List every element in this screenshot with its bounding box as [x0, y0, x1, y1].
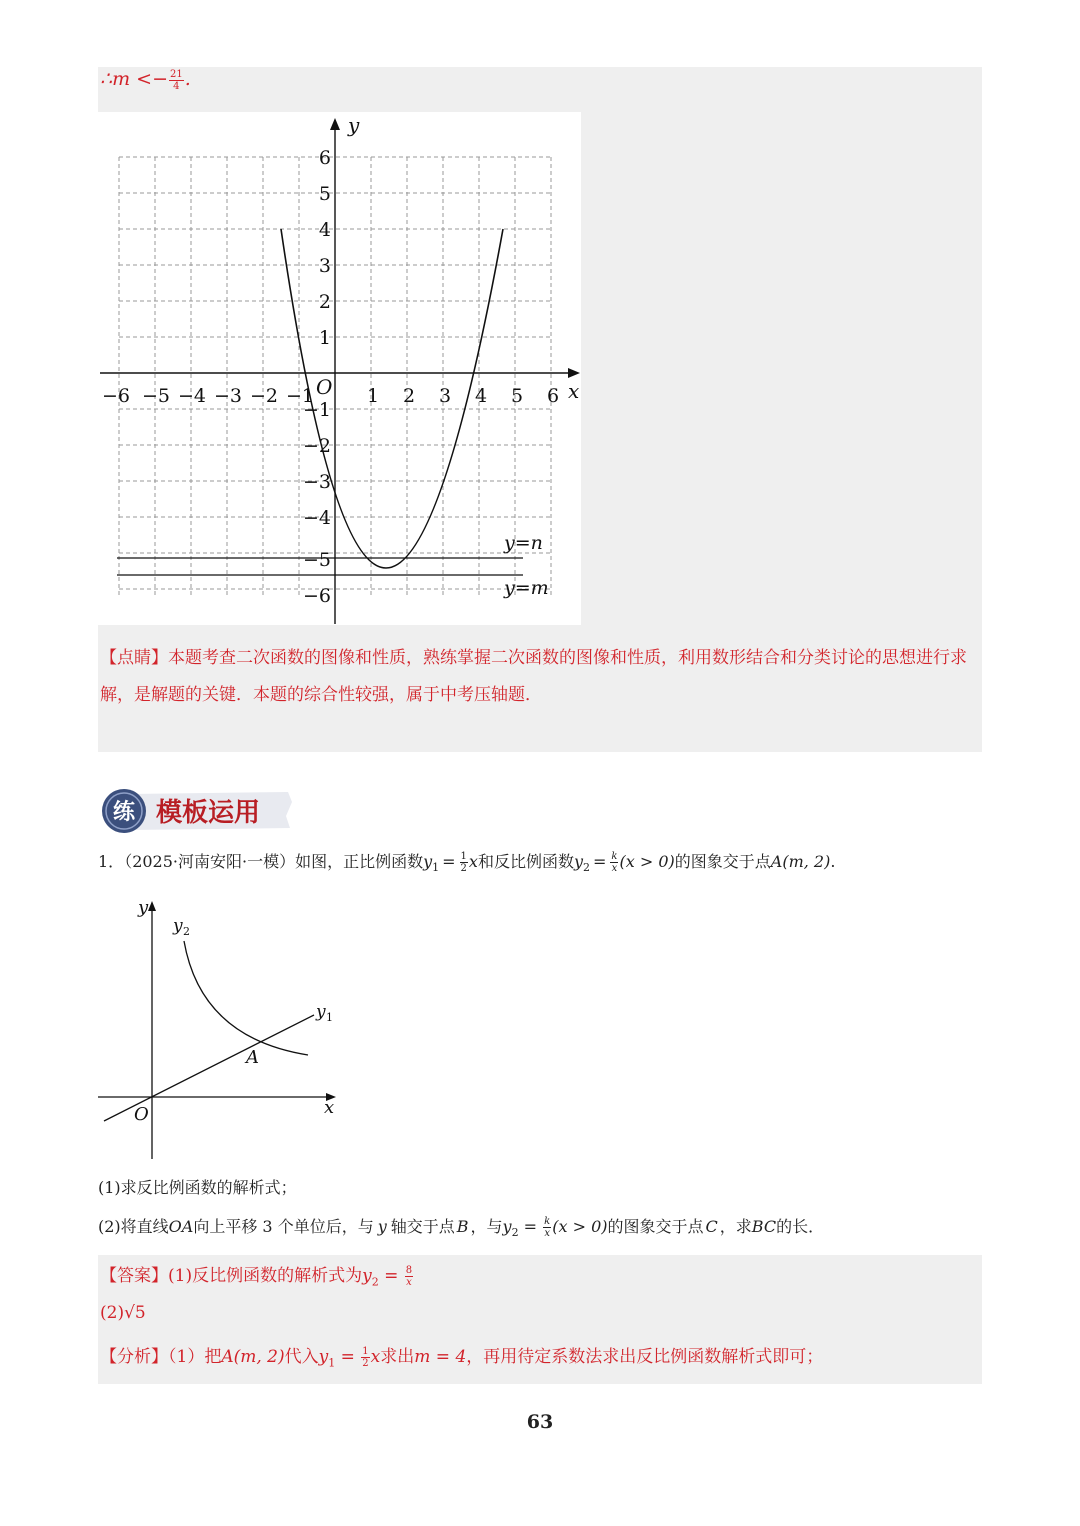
y2-label: y — [173, 916, 183, 936]
y-tick: 5 — [318, 183, 331, 205]
answer-line-1: 【答案】(1)反比例函数的解析式为$y_2$ = $\frac{8}{x}$ — [100, 1265, 413, 1289]
x-tick: 2 — [402, 385, 416, 407]
function-svg — [96, 893, 346, 1161]
banner-title: 模板运用 — [156, 798, 261, 828]
y-tick: −5 — [302, 549, 331, 571]
point-a-label: A — [246, 1047, 259, 1068]
parabola-graph — [98, 112, 581, 625]
y-tick: 4 — [318, 219, 331, 241]
y1-label: y — [316, 1002, 326, 1022]
y-tick: 6 — [318, 147, 331, 169]
x-tick: −6 — [101, 385, 131, 407]
x-tick: 3 — [438, 385, 452, 407]
parabola-svg — [98, 112, 581, 625]
fraction: $\frac{1}{2}$ — [362, 1346, 369, 1369]
x-tick: 4 — [474, 385, 488, 407]
x-tick: −2 — [249, 385, 279, 407]
y1-label-sub: 1 — [326, 1011, 333, 1024]
y-tick: 3 — [318, 255, 331, 277]
x-tick: −3 — [213, 385, 243, 407]
y2-label-sub: 2 — [183, 925, 190, 938]
analysis-line: 【分析】（1）把A(m, 2)代入$y_1$ = $\frac{1}{2}$ x求出m = 4，再用待定系数法求出反比例函数解析式即可； — [100, 1346, 824, 1370]
key-point-label: 【点睛】 — [100, 648, 168, 668]
fraction: $\frac{1}{2}$ — [460, 851, 467, 874]
origin-label: O — [134, 1104, 149, 1125]
banner-svg — [100, 786, 300, 836]
question-1: 1．（2025·河南安阳·一模）如图，正比例函数$y_1$ = $\frac{1}{2}$ x和反比例函数$y_2$ = $\frac{k}{x}$ (x > 0)的图象交于点A(m, 2). — [98, 851, 836, 875]
line-n-label: y=n — [504, 532, 543, 554]
solution-conclusion: ∴m <− $\frac{21}{4}$ . — [100, 68, 191, 92]
y-tick: −4 — [302, 507, 331, 529]
x-tick: −5 — [141, 385, 171, 407]
origin-label: O — [316, 375, 333, 399]
fraction: $\frac{k}{x}$ — [611, 851, 618, 874]
page-number: 63 — [526, 1411, 554, 1433]
key-point-comment — [100, 640, 978, 714]
y-tick: −1 — [302, 399, 331, 421]
y-axis-arrow — [330, 118, 340, 130]
y-tick: −2 — [302, 435, 331, 457]
badge-char: 练 — [112, 799, 136, 825]
y-tick: −6 — [302, 585, 331, 607]
fraction: $\frac{8}{x}$ — [405, 1265, 413, 1288]
x-tick: −1 — [285, 385, 315, 407]
question-part-1: (1)求反比例函数的解析式； — [98, 1178, 297, 1197]
fraction: $\frac{21}{4}$ — [169, 68, 183, 92]
fraction: $\frac{k}{x}$ — [544, 1216, 551, 1239]
x-axis-label: x — [324, 1097, 335, 1118]
x-tick: 5 — [510, 385, 524, 407]
y-tick: −3 — [302, 471, 331, 493]
function-graph — [96, 893, 346, 1161]
x-axis-arrow — [568, 368, 580, 378]
x-tick: −4 — [177, 385, 207, 407]
curve-y2 — [184, 941, 308, 1055]
key-point-text: 本题考查二次函数的图像和性质，熟练掌握二次函数的图像和性质，利用数形结合和分类讨论的思想进行求解，是解题的关键．本题的综合性较强，属于中考压轴题． — [100, 648, 967, 705]
answer-line-2: (2)√5 — [100, 1303, 146, 1323]
x-axis-label: x — [568, 379, 580, 403]
y-axis-label: y — [348, 113, 360, 137]
question-part-2: (2)将直线OA向上平移 3 个单位后，与 y 轴交于点 B ，与$y_2$ = $\frac{k}{x}$ (x > 0)的图象交于点 C ，求BC的长． — [98, 1216, 825, 1240]
y-axis-arrow — [148, 901, 156, 911]
y-tick: 2 — [318, 291, 331, 313]
line-m-label: y=m — [504, 577, 549, 599]
y-axis-label: y — [138, 897, 149, 918]
x-tick: 1 — [366, 385, 380, 407]
x-tick: 6 — [546, 385, 560, 407]
section-banner — [100, 786, 300, 836]
y-tick: 1 — [318, 327, 331, 349]
